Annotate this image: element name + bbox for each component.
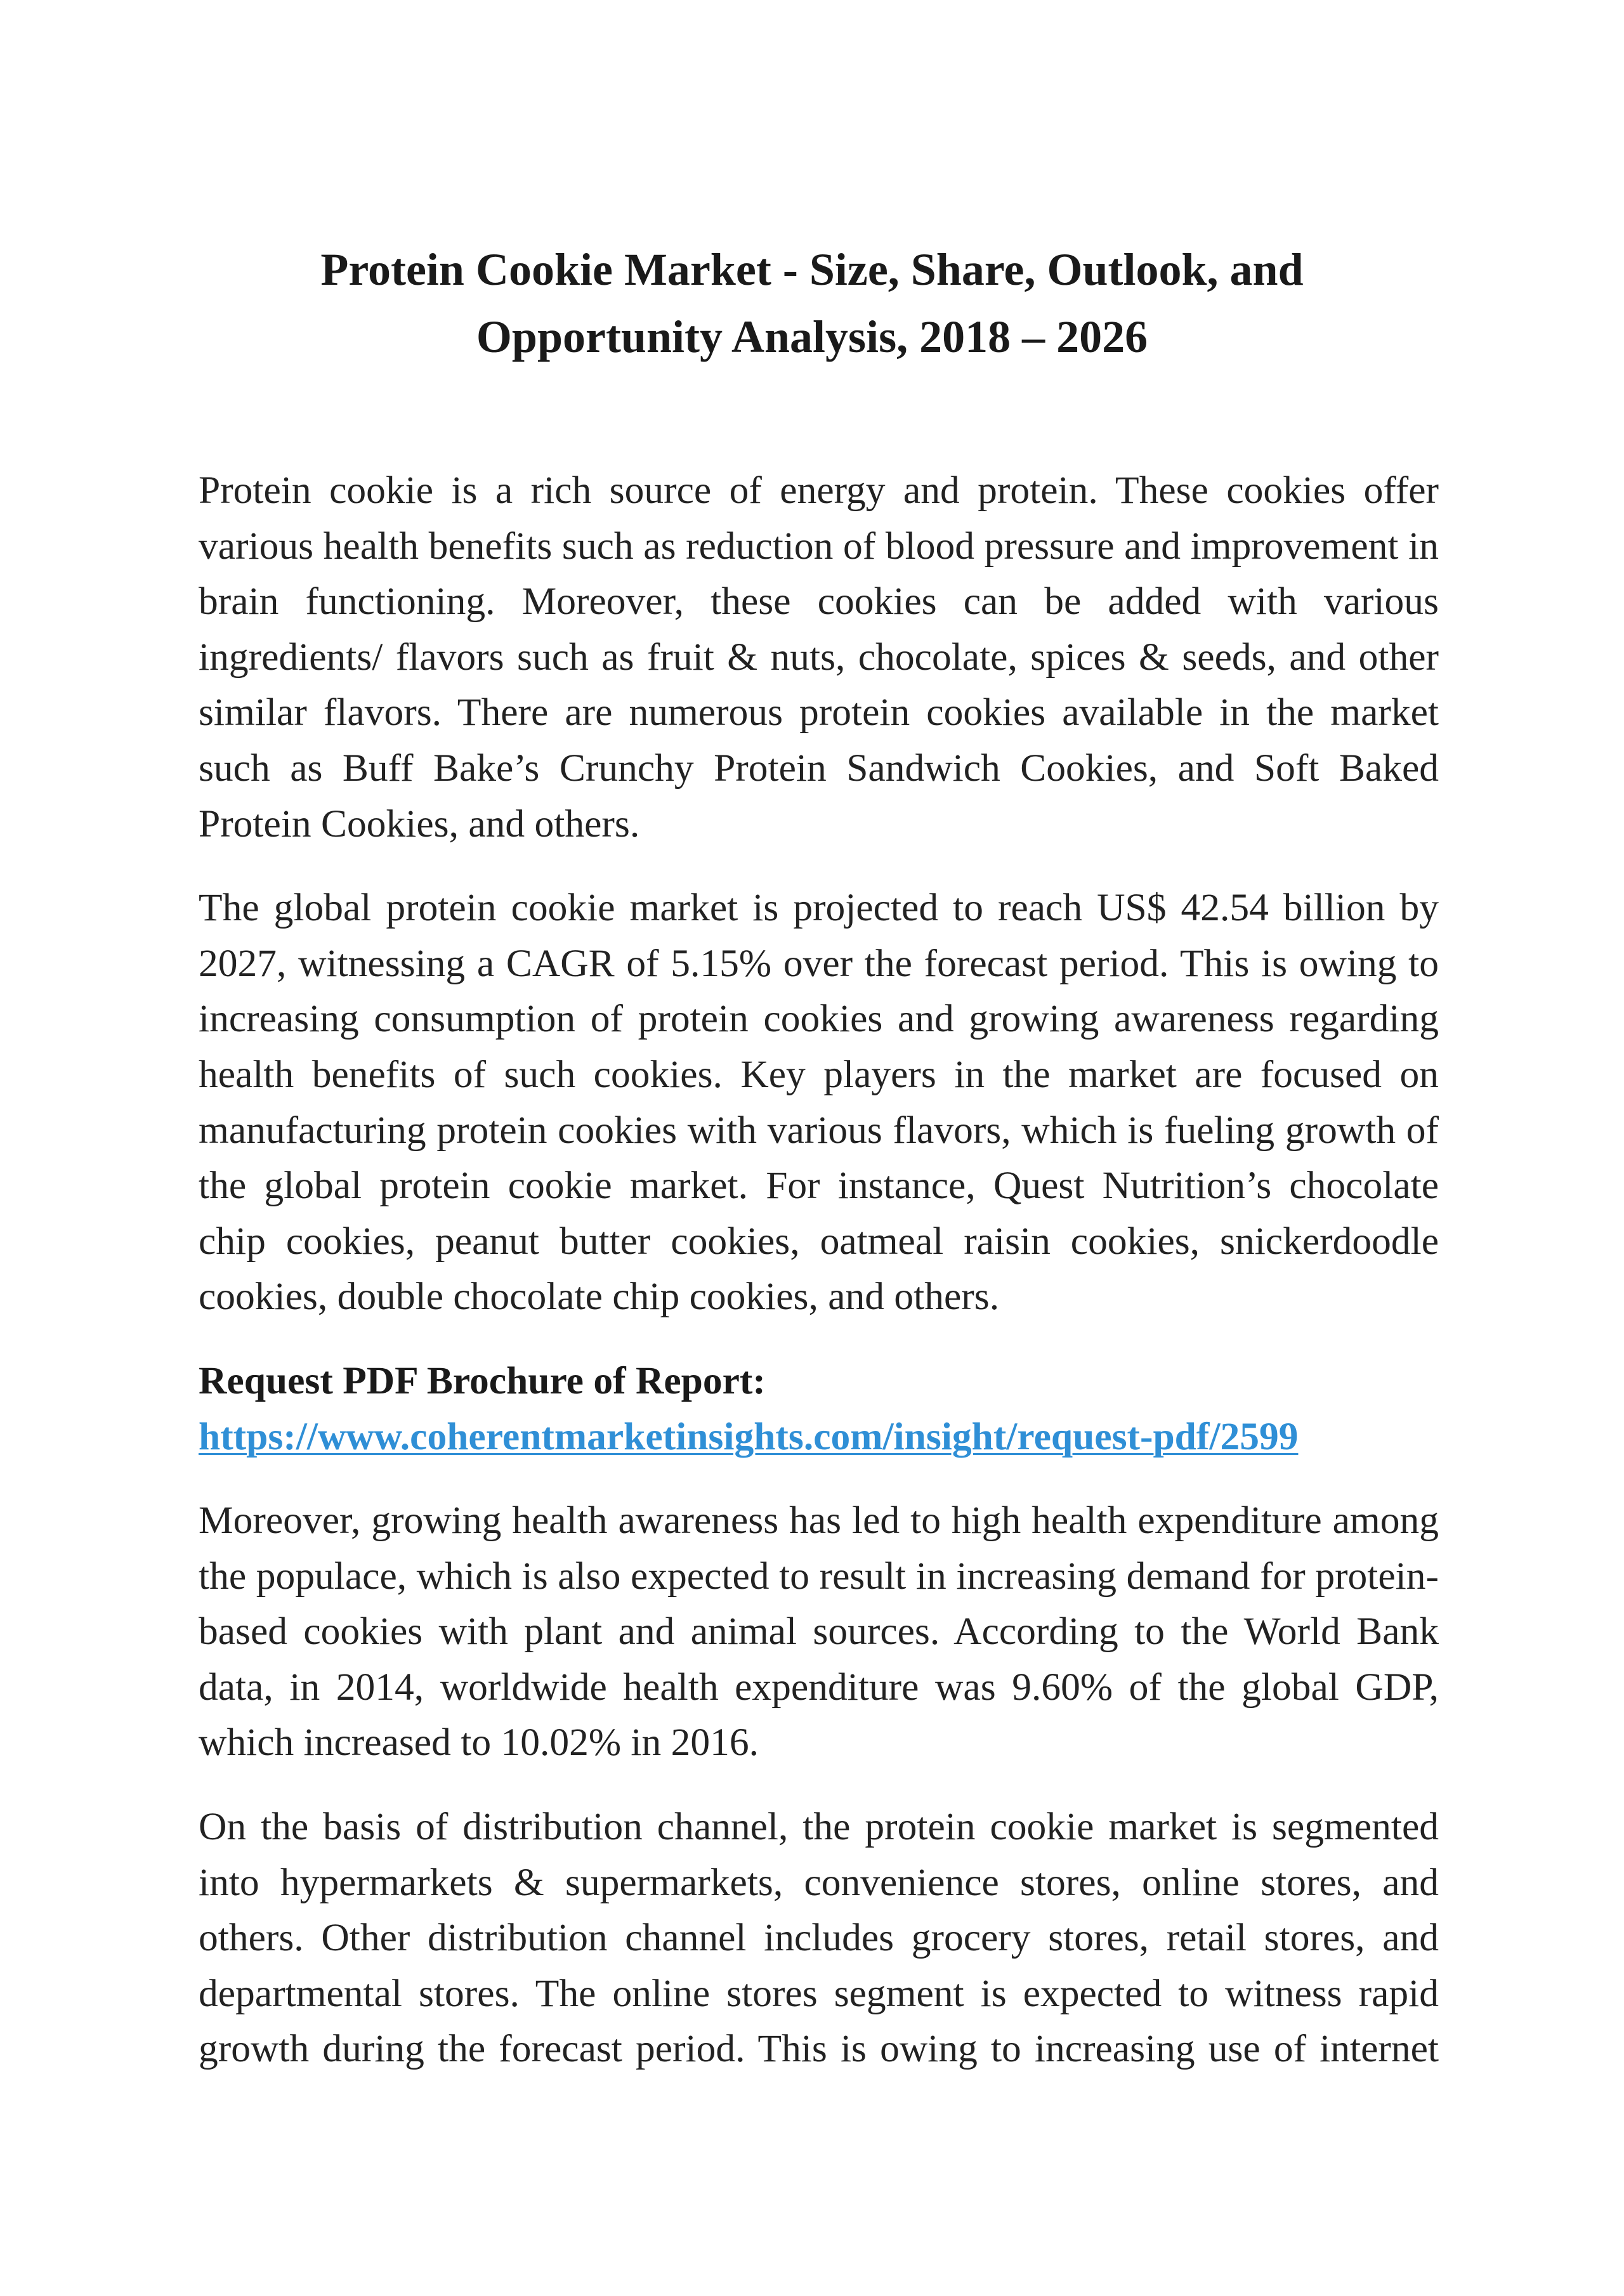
paragraph-market-projection: The global protein cookie market is projected to reach US$ 42.54 billion by 2027, witnessing a CAGR of 5.15% over the forecast period. This is owing to increasing consumption of protein cookies and growing awareness regarding health benefits of such cookies. Key players in the market are focused on manufacturing protein cookies with various flavors, which is fueling growth of the global protein cookie market. For instance, Quest Nutrition’s chocolate chip cookies, peanut butter cookies, oatmeal raisin cookies, snickerdoodle cookies, double chocolate chip cookies, and others. xyxy=(199,886,1439,1319)
title-line-1: Protein Cookie Market - Size, Share, Outlook, and xyxy=(320,244,1304,295)
document-title xyxy=(190,236,1434,370)
document-body xyxy=(199,463,1439,2106)
request-brochure-heading: Request PDF Brochure of Report: xyxy=(199,1359,766,1402)
request-pdf-link[interactable]: https://www.coherentmarketinsights.com/insight/request-pdf/2599 xyxy=(199,1414,1299,1458)
title-line-2: Opportunity Analysis, 2018 – 2026 xyxy=(476,311,1148,362)
paragraph-distribution-channel: On the basis of distribution channel, the protein cookie market is segmented into hypermarkets & supermarkets, convenience stores, online stores, and others. Other distribution channel includes grocery stores, retail stores, and departmental stores. The online stores segment is expected to witness rapid growth during the forecast period. This is owing to increasing use of internet xyxy=(199,1805,1439,2071)
paragraph-health-expenditure: Moreover, growing health awareness has led to high health expenditure among the populace, which is also expected to result in increasing demand for protein-based cookies with plant and animal sources. According to the World Bank data, in 2014, worldwide health expenditure was 9.60% of the global GDP, which increased to 10.02% in 2016. xyxy=(199,1499,1439,1764)
paragraph-intro: Protein cookie is a rich source of energy and protein. These cookies offer various health benefits such as reduction of blood pressure and improvement in brain functioning. Moreover, these cookies can be added with various ingredients/ flavors such as fruit & nuts, chocolate, spices & seeds, and other similar flavors. There are numerous protein cookies available in the market such as Buff Bake’s Crunchy Protein Sandwich Cookies, and Soft Baked Protein Cookies, and others. xyxy=(199,469,1439,845)
